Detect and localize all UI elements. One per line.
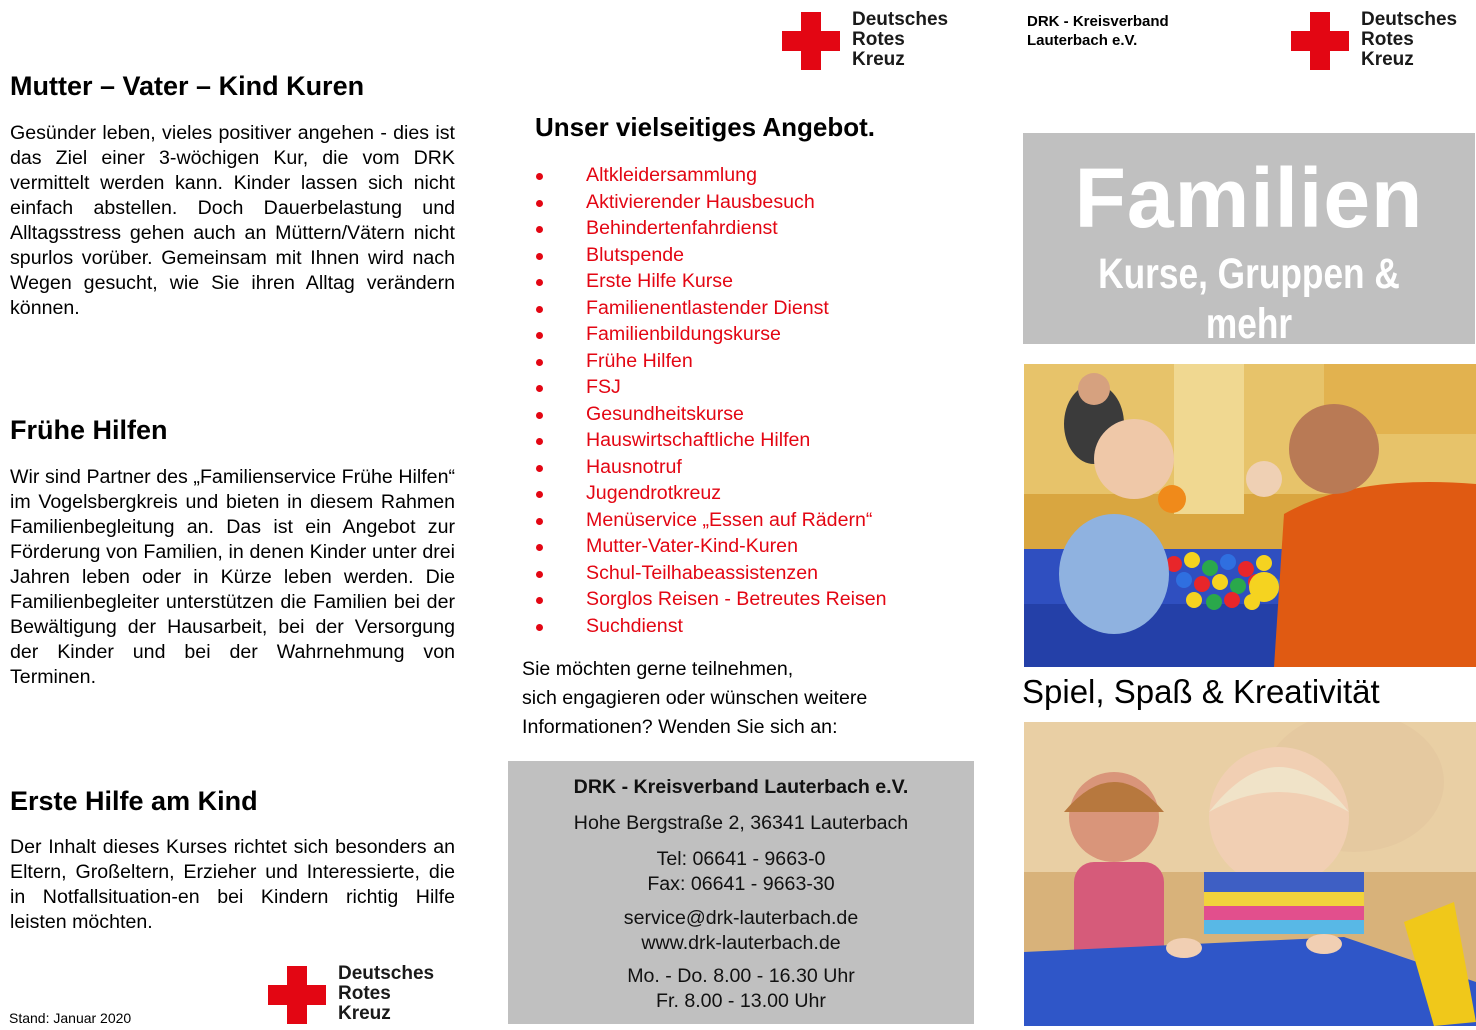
bullet-icon [536, 385, 543, 392]
tagline: Spiel, Spaß & Kreativität [1022, 673, 1380, 710]
bullet-icon [536, 571, 543, 578]
red-cross-icon [782, 12, 840, 70]
contact-fax: Fax: 06641 - 9663-30 [647, 873, 835, 895]
section-title-erste-hilfe: Erste Hilfe am Kind [10, 786, 258, 816]
contact-name: DRK - Kreisverband Lauterbach e.V. [573, 776, 909, 798]
offers-title: Unser vielseitiges Angebot. [535, 112, 876, 142]
section-body-kuren: Gesünder leben, vieles positiver angehen - dies ist das Ziel einer 3-wöchigen Kur, die vom DRK vermittelt werden kann. Kinder lassen sich nicht einfach abstellen. Doch Dauerbelastung und Alltagsstress gehen auch an Müttern/Vätern nicht spurlos vorüber. Gemeinsam mit Ihnen wird nach Wegen gesucht, wie Sie ihren Alltag verändern können. [10, 122, 455, 319]
offer-item: Suchdienst [530, 613, 887, 640]
bullet-icon [536, 518, 543, 525]
bullet-icon [536, 465, 543, 472]
contact-email[interactable]: service@drk-lauterbach.de [623, 907, 859, 929]
contact-phone[interactable]: Tel: 06641 - 9663-0 [656, 848, 826, 870]
opening-hours-friday: Fr. 8.00 - 13.00 Uhr [656, 990, 826, 1012]
bullet-icon [536, 226, 543, 233]
section-body-fruehe-hilfen: Wir sind Partner des „Familienservice Frühe Hilfen“ im Vogelsbergkreis und bieten in diesem Rahmen Familienbegleitung an. Das ist ein Angebot zur Förderung von Familien, in denen Kinder unter drei Jahren leben oder in Kürze leben werden. Die Familienbegleiter unterstützen die Familien bei der Bewältigung der Hausarbeit, bei der Versorgung der Kinder und bei der Wahrnehmung von Terminen. [10, 466, 455, 688]
bullet-icon [536, 491, 543, 498]
photo-toddlers [1024, 722, 1476, 1026]
offer-item: Erste Hilfe Kurse [530, 268, 887, 295]
photo-ball-pit [1024, 364, 1476, 667]
offer-item: Behindertenfahrdienst [530, 215, 887, 242]
offer-item: Schul-Teilhabeassistenzen [530, 560, 887, 587]
bullet-icon [536, 173, 543, 180]
red-cross-icon [268, 966, 326, 1024]
hero-banner [1023, 133, 1475, 348]
bullet-icon [536, 597, 543, 604]
logo-wordmark: Deutsches Rotes Kreuz [338, 963, 435, 1024]
bullet-icon [536, 306, 543, 313]
bullet-icon [536, 359, 543, 366]
hero-title: Familien [1074, 151, 1424, 245]
logo-wordmark: Deutsches Rotes Kreuz [1361, 9, 1458, 70]
offer-item: Familienentlastender Dienst [530, 295, 887, 322]
contact-box [508, 761, 974, 1024]
hero-subtitle: Kurse, Gruppen & mehr [1098, 250, 1400, 348]
offer-item: Menüservice „Essen auf Rädern“ [530, 507, 887, 534]
offers-list [530, 162, 887, 639]
bullet-icon [536, 279, 543, 286]
org-header: DRK - Kreisverband Lauterbach e.V. [1027, 13, 1169, 49]
bullet-icon [536, 253, 543, 260]
section-title-kuren: Mutter – Vater – Kind Kuren [10, 71, 365, 101]
offer-item: Hausnotruf [530, 454, 887, 481]
call-to-action: Sie möchten gerne teilnehmen, sich engagieren oder wünschen weitere Informationen? Wenden Sie sich an: [522, 658, 868, 738]
section-body-erste-hilfe: Der Inhalt dieses Kurses richtet sich besonders an Eltern, Großeltern, Erzieher und Interessierte, die in Notfallsituation-en bei Kindern richtig Hilfe leisten möchten. [10, 836, 455, 933]
bullet-icon [536, 412, 543, 419]
bullet-icon [536, 624, 543, 631]
opening-hours-weekdays: Mo. - Do. 8.00 - 16.30 Uhr [627, 965, 855, 987]
offer-item: Frühe Hilfen [530, 348, 887, 375]
red-cross-icon [1291, 12, 1349, 70]
bullet-icon [536, 200, 543, 207]
offer-item: Hauswirtschaftliche Hilfen [530, 427, 887, 454]
contact-website[interactable]: www.drk-lauterbach.de [641, 932, 841, 954]
bullet-icon [536, 332, 543, 339]
offer-item: FSJ [530, 374, 887, 401]
logo-wordmark: Deutsches Rotes Kreuz [852, 9, 949, 70]
offer-item: Gesundheitskurse [530, 401, 887, 428]
stand-date: Stand: Januar 2020 [9, 1010, 132, 1026]
offer-item: Aktivierender Hausbesuch [530, 189, 887, 216]
bullet-icon [536, 544, 543, 551]
offer-item: Altkleidersammlung [530, 162, 887, 189]
section-title-fruehe-hilfen: Frühe Hilfen [10, 415, 168, 445]
bullet-icon [536, 438, 543, 445]
offer-item: Blutspende [530, 242, 887, 269]
toddlers-illustration [1024, 722, 1476, 1026]
offer-item: Familienbildungskurse [530, 321, 887, 348]
contact-address: Hohe Bergstraße 2, 36341 Lauterbach [573, 812, 909, 834]
offer-item: Jugendrotkreuz [530, 480, 887, 507]
offer-item: Mutter-Vater-Kind-Kuren [530, 533, 887, 560]
ball-pit-illustration [1024, 364, 1476, 667]
offer-item: Sorglos Reisen - Betreutes Reisen [530, 586, 887, 613]
